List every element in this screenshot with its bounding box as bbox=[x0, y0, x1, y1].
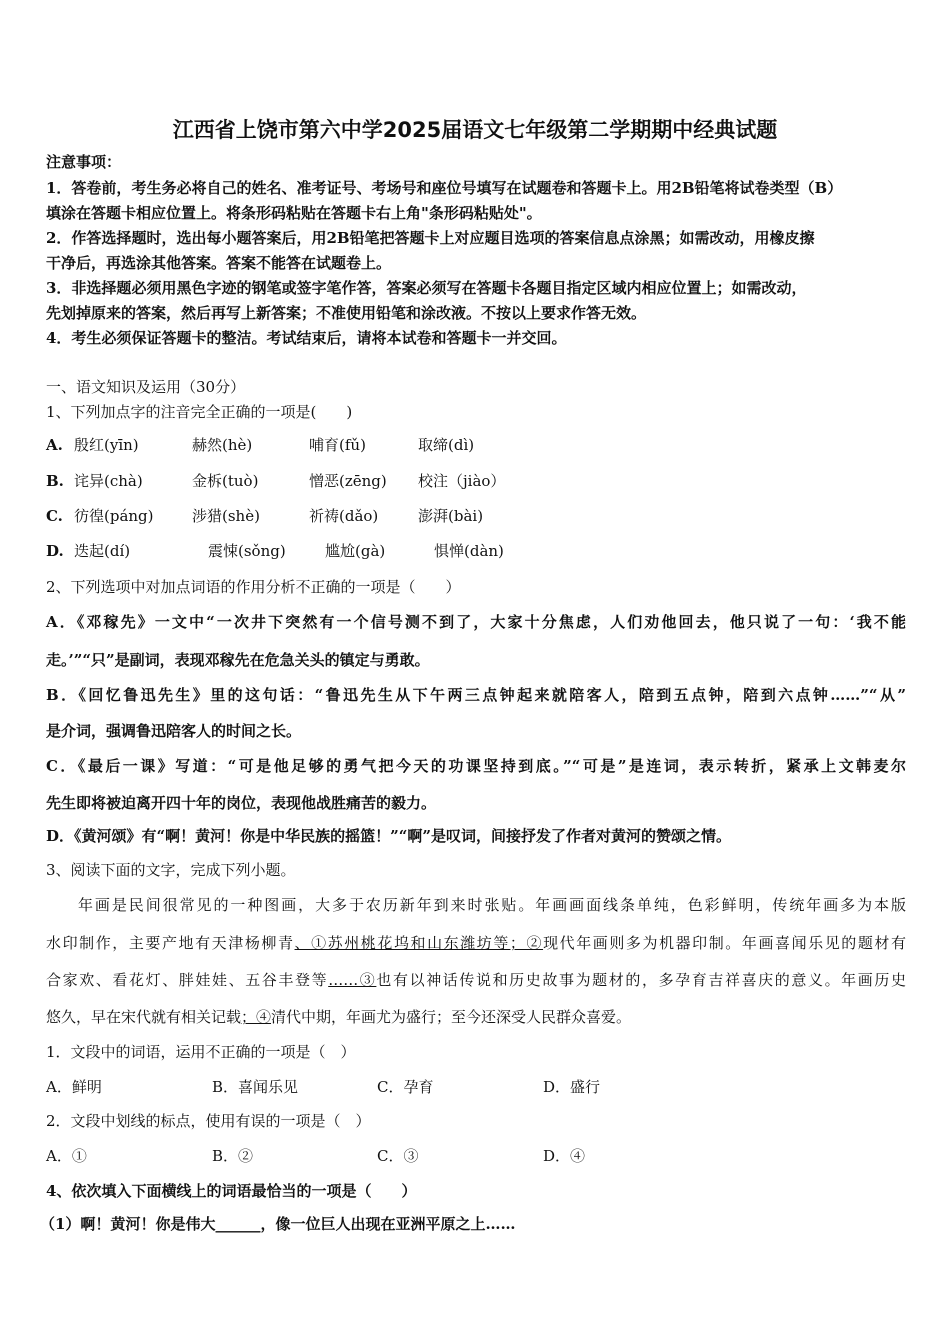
q1-option-label: B. bbox=[46, 472, 64, 490]
q1-option-item: 涉猎(shè) bbox=[192, 507, 260, 525]
section-heading: 一、语文知识及运用（30分） bbox=[46, 378, 246, 396]
subquestion-1-option: B．喜闻乐见 bbox=[212, 1078, 299, 1096]
question-2-stem: 2、下列选项中对加点词语的作用分析不正确的一项是（ ） bbox=[46, 578, 461, 596]
q2-option-d-line: D．《黄河颂》有“啊！黄河！你是中华民族的摇篮！”“啊”是叹词，间接抒发了作者对黄河的赞颂之情。 bbox=[46, 827, 732, 845]
q2-option-b-line: B．《回忆鲁迅先生》里的这句话：“鲁迅先生从下午两三点钟起来就陪客人，陪到五点钟，陪到六点钟……”“从” bbox=[46, 686, 906, 704]
q2-option-c-line: C．《最后一课》写道：“可是他足够的勇气把今天的功课坚持到底。”“可是”是连词，表示转折，紧承上文韩麦尔 bbox=[46, 757, 906, 775]
underlined-punctuation: ……③ bbox=[328, 971, 377, 989]
notice-heading: 注意事项： bbox=[46, 153, 122, 171]
notice-line: 填涂在答题卡相应位置上。将条形码粘贴在答题卡右上角"条形码粘贴处"。 bbox=[46, 204, 542, 222]
q1-option-item: 校注（jiào） bbox=[418, 472, 506, 490]
q1-option-item: 金柝(tuò) bbox=[192, 472, 259, 490]
passage-line: 年画是民间很常见的一种图画，大多于农历新年到来时张贴。年画画面线条单纯，色彩鲜明，传统年画多为本版 bbox=[78, 896, 906, 914]
notice-line: 1．答卷前，考生务必将自己的姓名、准考证号、考场号和座位号填写在试题卷和答题卡上。用2B铅笔将试卷类型（B） bbox=[46, 179, 843, 197]
subquestion-1-option: A．鲜明 bbox=[46, 1078, 102, 1096]
question-4-line: （1）啊！黄河！你是伟大______，像一位巨人出现在亚洲平原之上…… bbox=[40, 1215, 516, 1233]
question-3-stem: 3、阅读下面的文字，完成下列小题。 bbox=[46, 861, 296, 879]
notice-line: 2．作答选择题时，选出每小题答案后，用2B铅笔把答题卡上对应题目选项的答案信息点涂黑；如需改动，用橡皮擦 bbox=[46, 229, 815, 247]
underlined-punctuation: 、①苏州桃花坞和山东潍坊等；② bbox=[294, 934, 544, 952]
q1-option-item: 惧惮(dàn) bbox=[434, 542, 504, 560]
q1-option-label: A. bbox=[46, 436, 63, 454]
notice-line: 干净后，再选涂其他答案。答案不能答在试题卷上。 bbox=[46, 254, 392, 272]
question-1-stem: 1、下列加点字的注音完全正确的一项是( ) bbox=[46, 403, 353, 421]
question-4-stem: 4、依次填入下面横线上的词语最恰当的一项是（ ） bbox=[46, 1182, 417, 1200]
q1-option-item: 殷红(yīn) bbox=[74, 436, 139, 454]
q1-option-item: 震悚(sǒng) bbox=[208, 542, 286, 560]
q1-option-item: 哺育(fǔ) bbox=[309, 436, 366, 454]
q1-option-item: 祈祷(dǎo) bbox=[309, 507, 379, 525]
subquestion-1-option: C．孕育 bbox=[377, 1078, 434, 1096]
notice-line: 4．考生必须保证答题卡的整洁。考试结束后，请将本试卷和答题卡一并交回。 bbox=[46, 329, 567, 347]
passage-line: 悠久，早在宋代就有相关记载；④清代中期，年画尤为盛行；至今还深受人民群众喜爱。 bbox=[46, 1008, 632, 1026]
q2-option-c-line: 先生即将被迫离开四十年的岗位，表现他战胜痛苦的毅力。 bbox=[46, 794, 437, 812]
q1-option-item: 彷徨(páng) bbox=[74, 507, 154, 525]
passage-line: 合家欢、看花灯、胖娃娃、五谷丰登等……③也有以神话传说和历史故事为题材的，多孕育吉祥喜庆的意义。年画历史 bbox=[46, 971, 906, 989]
notice-line: 先划掉原来的答案，然后再写上新答案；不准使用铅笔和涂改液。不按以上要求作答无效。 bbox=[46, 304, 647, 322]
subquestion-1-stem: 1．文段中的词语，运用不正确的一项是（ ） bbox=[46, 1043, 356, 1061]
q2-option-a-line: A．《邓稼先》一文中“一次井下突然有一个信号测不到了，大家十分焦虑，人们劝他回去，他只说了一句：‘我不能 bbox=[46, 613, 906, 631]
q1-option-item: 诧异(chà) bbox=[74, 472, 143, 490]
passage-line: 水印制作，主要产地有天津杨柳青、①苏州桃花坞和山东潍坊等；②现代年画则多为机器印制。年画喜闻乐见的题材有 bbox=[46, 934, 906, 952]
page-title: 江西省上饶市第六中学2025届语文七年级第二学期期中经典试题 bbox=[172, 118, 778, 142]
q2-option-a-line: 走。’”“只”是副词，表现邓稼先在危急关头的镇定与勇敢。 bbox=[46, 651, 430, 669]
q1-option-item: 取缔(dì) bbox=[418, 436, 475, 454]
subquestion-1-option: D．盛行 bbox=[543, 1078, 601, 1096]
q1-option-label: C. bbox=[46, 507, 63, 525]
notice-line: 3．非选择题必须用黑色字迹的钢笔或签字笔作答，答案必须写在答题卡各题目指定区域内相应位置上；如需改动， bbox=[46, 279, 807, 297]
q1-option-item: 赫然(hè) bbox=[192, 436, 253, 454]
subquestion-2-option: C．③ bbox=[377, 1147, 419, 1165]
q1-option-item: 迭起(dí) bbox=[74, 542, 131, 560]
subquestion-2-option: B．② bbox=[212, 1147, 254, 1165]
q2-option-b-line: 是介词，强调鲁迅陪客人的时间之长。 bbox=[46, 722, 302, 740]
subquestion-2-stem: 2．文段中划线的标点，使用有误的一项是（ ） bbox=[46, 1112, 371, 1130]
subquestion-2-option: D．④ bbox=[543, 1147, 586, 1165]
q1-option-item: 尴尬(gà) bbox=[325, 542, 386, 560]
subquestion-2-option: A．① bbox=[46, 1147, 87, 1165]
underlined-punctuation: ；④ bbox=[241, 1008, 272, 1026]
q1-option-label: D. bbox=[46, 542, 64, 560]
q1-option-item: 澎湃(bài) bbox=[418, 507, 484, 525]
q1-option-item: 憎恶(zēng) bbox=[309, 472, 387, 490]
